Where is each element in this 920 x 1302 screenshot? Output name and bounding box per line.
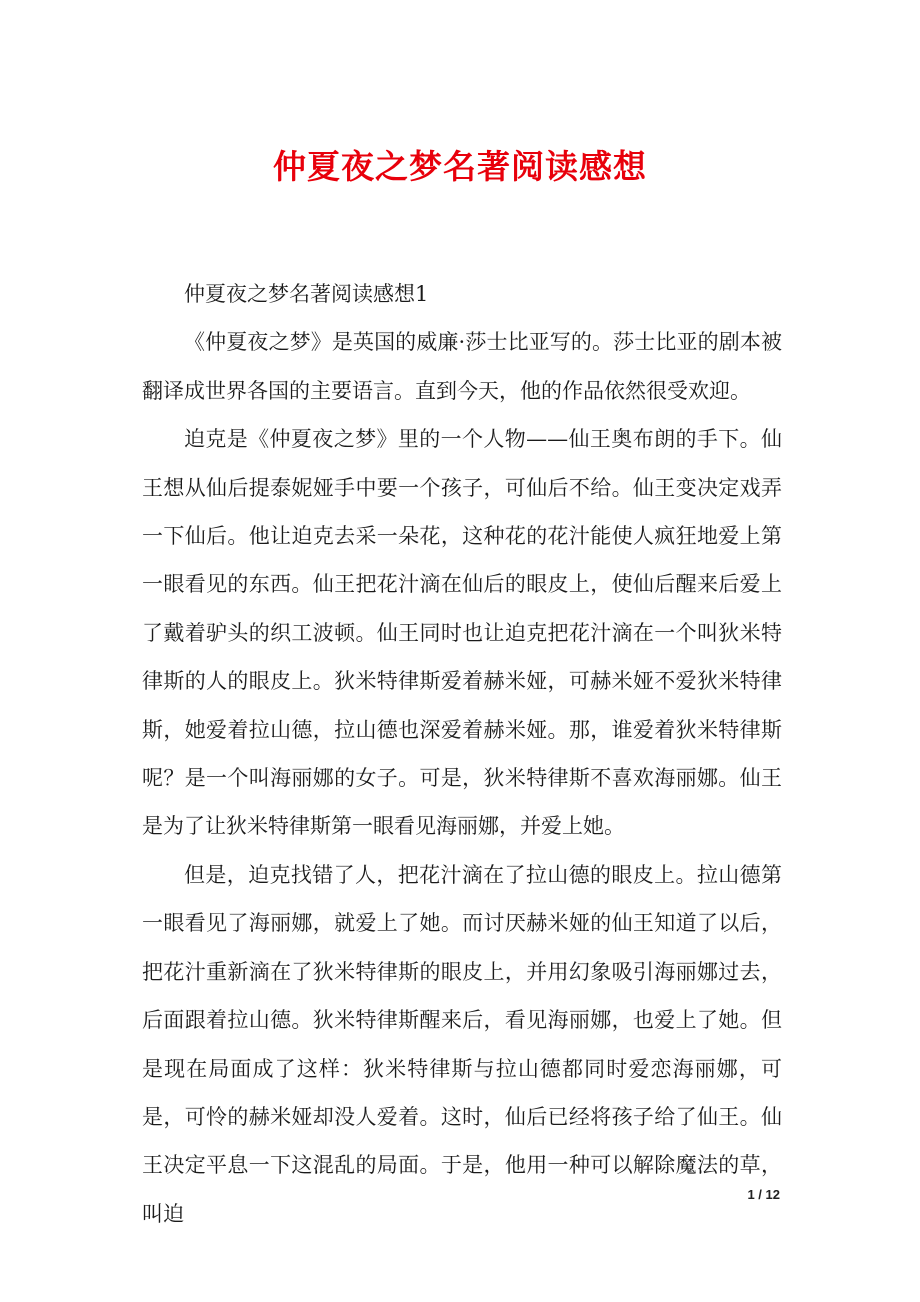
document-body (142, 270, 782, 1238)
paragraph-subtitle: 仲夏夜之梦名著阅读感想1 (184, 282, 429, 306)
paragraph: 《仲夏夜之梦》是英国的威廉·莎士比亚写的。莎士比亚的剧本被翻译成世界各国的主要语言。直到今天，他的作品依然很受欢迎。 (142, 330, 782, 403)
paragraph: 但是，迫克找错了人，把花汁滴在了拉山德的眼皮上。拉山德第一眼看见了海丽娜，就爱上了她。而讨厌赫米娅的仙王知道了以后，把花汁重新滴在了狄米特律斯的眼皮上，并用幻象吸引海丽娜过去，后面跟着拉山德。狄米特律斯醒来后，看见海丽娜，也爱上了她。但是现在局面成了这样：狄米特律斯与拉山德都同时爱恋海丽娜，可是，可怜的赫米娅却没人爱着。这时，仙后已经将孩子给了仙王。仙王决定平息一下这混乱的局面。于是，他用一种可以解除魔法的草，叫迫 (142, 862, 782, 1226)
page-number: 1 / 12 (747, 1187, 780, 1202)
document-title: 仲夏夜之梦名著阅读感想 (273, 147, 647, 186)
paragraph: 迫克是《仲夏夜之梦》里的一个人物——仙王奥布朗的手下。仙王想从仙后提泰妮娅手中要一个孩子，可仙后不给。仙王变决定戏弄一下仙后。他让迫克去采一朵花，这种花的花汁能使人疯狂地爱上第一眼看见的东西。仙王把花汁滴在仙后的眼皮上，使仙后醒来后爱上了戴着驴头的织工波顿。仙王同时也让迫克把花汁滴在一个叫狄米特律斯的人的眼皮上。狄米特律斯爱着赫米娅，可赫米娅不爱狄米特律斯，她爱着拉山德，拉山德也深爱着赫米娅。那，谁爱着狄米特律斯呢？是一个叫海丽娜的女子。可是，狄米特律斯不喜欢海丽娜。仙王是为了让狄米特律斯第一眼看见海丽娜，并爱上她。 (142, 427, 782, 839)
